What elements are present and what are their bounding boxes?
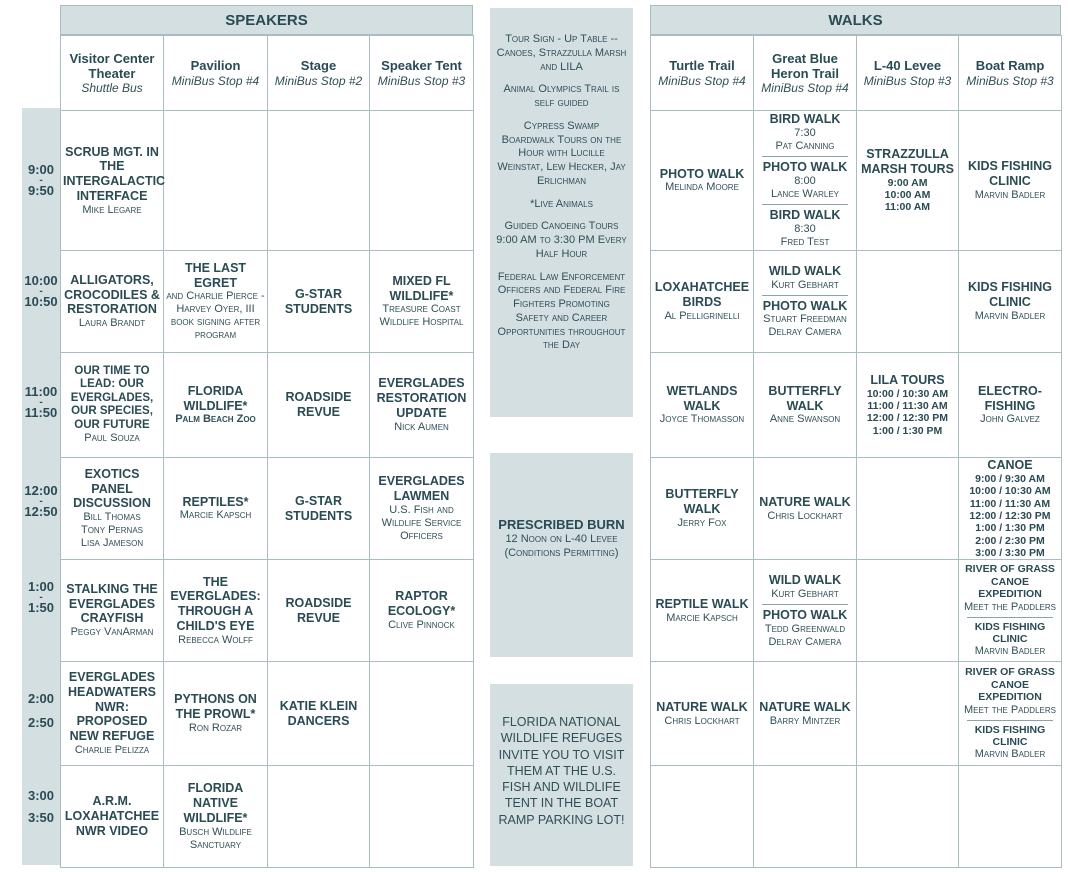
session-cell: ROADSIDE REVUE xyxy=(268,560,370,662)
session-cell: OUR TIME TO LEAD: OUR EVERGLADES, OUR SPECIES, OUR FUTURE Paul Souza xyxy=(61,353,164,458)
session-cell: THE EVERGLADES: THROUGH A CHILD'S EYE Rebecca Wolff xyxy=(164,560,268,662)
session-cell: EVERGLADES LAWMEN U.S. Fish and Wildlife Service Officers xyxy=(370,458,474,560)
session-cell xyxy=(370,662,474,766)
session-cell xyxy=(370,111,474,251)
session-cell: REPTILES* Marcie Kapsch xyxy=(164,458,268,560)
burn-title: PRESCRIBED BURN xyxy=(498,517,625,532)
walks-header xyxy=(650,5,1061,35)
walk-cell: NATURE WALK Chris Lockhart xyxy=(754,458,857,560)
refuge-panel xyxy=(490,684,633,866)
session-cell: G-STAR STUDENTS xyxy=(268,458,370,560)
divider xyxy=(762,204,848,205)
walks-title: WALKS xyxy=(828,11,883,29)
column-header: Pavilion MiniBus Stop #4 xyxy=(164,36,268,111)
walk-cell: BIRD WALK 7:30 Pat Canning PHOTO WALK 8:00 Lance Warley BIRD WALK 8:30 Fred Test xyxy=(754,111,857,251)
column-header: Stage MiniBus Stop #2 xyxy=(268,36,370,111)
session-cell: KATIE KLEIN DANCERS xyxy=(268,662,370,766)
walk-cell: WILD WALK Kurt Gebhart PHOTO WALK Stuart Freedman Delray Camera xyxy=(754,251,857,353)
session-cell: EXOTICS PANEL DISCUSSION Bill Thomas Tony Pernas Lisa Jameson xyxy=(61,458,164,560)
session-cell: STALKING THE EVERGLADES CRAYFISH Peggy VanArman xyxy=(61,560,164,662)
session-cell: EVERGLADES RESTORATION UPDATE Nick Aumen xyxy=(370,353,474,458)
session-cell: FLORIDA WILDLIFE* Palm Beach Zoo xyxy=(164,353,268,458)
column-header: L-40 Levee MiniBus Stop #3 xyxy=(857,36,959,111)
walk-cell xyxy=(754,766,857,868)
session-cell: A.R.M. LOXAHATCHEE NWR VIDEO xyxy=(61,766,164,868)
walk-cell xyxy=(857,766,959,868)
walk-cell xyxy=(857,251,959,353)
time-slot: 1:00 - 1:50 xyxy=(27,579,55,616)
info-text: Federal Law Enforcement Officers and Federal Fire Fighters Promoting Safety and Career Opportunities throughout the Day xyxy=(497,270,626,352)
time-slot: 9:00 - 9:50 xyxy=(27,162,55,199)
speakers-header xyxy=(60,5,473,35)
walk-cell xyxy=(651,766,754,868)
info-text: *Live Animals xyxy=(530,197,593,210)
column-header: Visitor Center Theater Shuttle Bus xyxy=(61,36,164,111)
speakers-grid xyxy=(60,35,474,868)
column-header: Turtle Trail MiniBus Stop #4 xyxy=(651,36,754,111)
session-cell: SCRUB MGT. IN THE INTERGALACTIC INTERFACE Mike Legare xyxy=(61,111,164,251)
session-cell: ROADSIDE REVUE xyxy=(268,353,370,458)
walk-cell: STRAZZULLA MARSH TOURS 9:00 AM 10:00 AM 11:00 AM xyxy=(857,111,959,251)
prescribed-burn-panel xyxy=(490,453,633,657)
speakers-title: SPEAKERS xyxy=(225,11,308,29)
walk-cell: BUTTERFLY WALK Anne Swanson xyxy=(754,353,857,458)
info-text: Cypress Swamp Boardwalk Tours on the Hour with Lucille Weinstat, Lew Hecker, Jay Erlichman xyxy=(497,119,626,187)
walk-cell: KIDS FISHING CLINIC Marvin Badler xyxy=(959,111,1062,251)
column-header: Great Blue Heron Trail MiniBus Stop #4 xyxy=(754,36,857,111)
walk-cell: NATURE WALK Chris Lockhart xyxy=(651,662,754,766)
time-slot: 3:00 3:50 xyxy=(27,788,55,826)
walk-cell xyxy=(857,662,959,766)
divider xyxy=(762,604,848,605)
refuge-text: FLORIDA NATIONAL WILDLIFE REFUGES INVITE YOU TO VISIT THEM AT THE U.S. FISH AND WILDLIFE TENT IN THE BOAT RAMP PARKING LOT! xyxy=(498,715,625,827)
info-text: Guided Canoeing Tours 9:00 AM to 3:30 PM Every Half Hour xyxy=(496,220,627,260)
walk-cell: WETLANDS WALK Joyce Thomasson xyxy=(651,353,754,458)
session-cell: THE LAST EGRET and Charlie Pierce - Harvey Oyer, III book signing after program xyxy=(164,251,268,353)
burn-text: 12 Noon on L-40 Levee (Conditions Permitting) xyxy=(504,533,619,559)
session-cell: MIXED FL WILDLIFE* Treasure Coast Wildlife Hospital xyxy=(370,251,474,353)
session-cell: FLORIDA NATIVE WILDLIFE* Busch Wildlife Sanctuary xyxy=(164,766,268,868)
time-slot: 2:00 2:50 xyxy=(27,691,55,731)
session-cell xyxy=(268,766,370,868)
walk-cell: WILD WALK Kurt Gebhart PHOTO WALK Tedd Greenwald Delray Camera xyxy=(754,560,857,662)
walk-cell xyxy=(959,766,1062,868)
divider xyxy=(762,156,848,157)
info-text: Tour Sign - Up Table -- Canoes, Strazzulla Marsh and LILA xyxy=(496,33,627,73)
session-cell: EVERGLADES HEADWATERS NWR: PROPOSED NEW REFUGE Charlie Pelizza xyxy=(61,662,164,766)
walk-cell: BUTTERFLY WALK Jerry Fox xyxy=(651,458,754,560)
walks-grid xyxy=(650,35,1062,868)
walk-cell: ELECTRO-FISHING John Galvez xyxy=(959,353,1062,458)
walk-cell: PHOTO WALK Melinda Moore xyxy=(651,111,754,251)
session-cell: G-STAR STUDENTS xyxy=(268,251,370,353)
walk-cell: LOXAHATCHEE BIRDS Al Pelligrinelli xyxy=(651,251,754,353)
walk-cell: REPTILE WALK Marcie Kapsch xyxy=(651,560,754,662)
session-cell: PYTHONS ON THE PROWL* Ron Rozar xyxy=(164,662,268,766)
info-panel xyxy=(490,8,633,417)
session-cell: ALLIGATORS, CROCODILES & RESTORATION Laura Brandt xyxy=(61,251,164,353)
divider xyxy=(967,720,1053,721)
info-text: Animal Olympics Trail is self guided xyxy=(503,83,620,109)
session-cell xyxy=(268,111,370,251)
session-cell xyxy=(370,766,474,868)
walk-cell: RIVER OF GRASS CANOE EXPEDITION Meet the Paddlers KIDS FISHING CLINIC Marvin Badler xyxy=(959,560,1062,662)
walk-cell: LILA TOURS 10:00 / 10:30 AM 11:00 / 11:30 AM 12:00 / 12:30 PM 1:00 / 1:30 PM xyxy=(857,353,959,458)
column-header: Boat Ramp MiniBus Stop #3 xyxy=(959,36,1062,111)
session-cell: RAPTOR ECOLOGY* Clive Pinnock xyxy=(370,560,474,662)
time-slot: 11:00 - 11:50 xyxy=(24,384,58,421)
walk-cell: CANOE 9:00 / 9:30 AM 10:00 / 10:30 AM 11:00 / 11:30 AM 12:00 / 12:30 PM 1:00 / 1:30 PM 2:00 / 2:30 PM 3:00 / 3:30 PM xyxy=(959,458,1062,560)
divider xyxy=(762,295,848,296)
walk-cell xyxy=(857,560,959,662)
time-slot: 10:00 - 10:50 xyxy=(24,273,58,310)
divider xyxy=(967,617,1053,618)
walk-cell: KIDS FISHING CLINIC Marvin Badler xyxy=(959,251,1062,353)
walk-cell: NATURE WALK Barry Mintzer xyxy=(754,662,857,766)
session-cell xyxy=(164,111,268,251)
walk-cell: RIVER OF GRASS CANOE EXPEDITION Meet the Paddlers KIDS FISHING CLINIC Marvin Badler xyxy=(959,662,1062,766)
walk-cell xyxy=(857,458,959,560)
time-slot: 12:00 - 12:50 xyxy=(24,483,58,520)
column-header: Speaker Tent MiniBus Stop #3 xyxy=(370,36,474,111)
